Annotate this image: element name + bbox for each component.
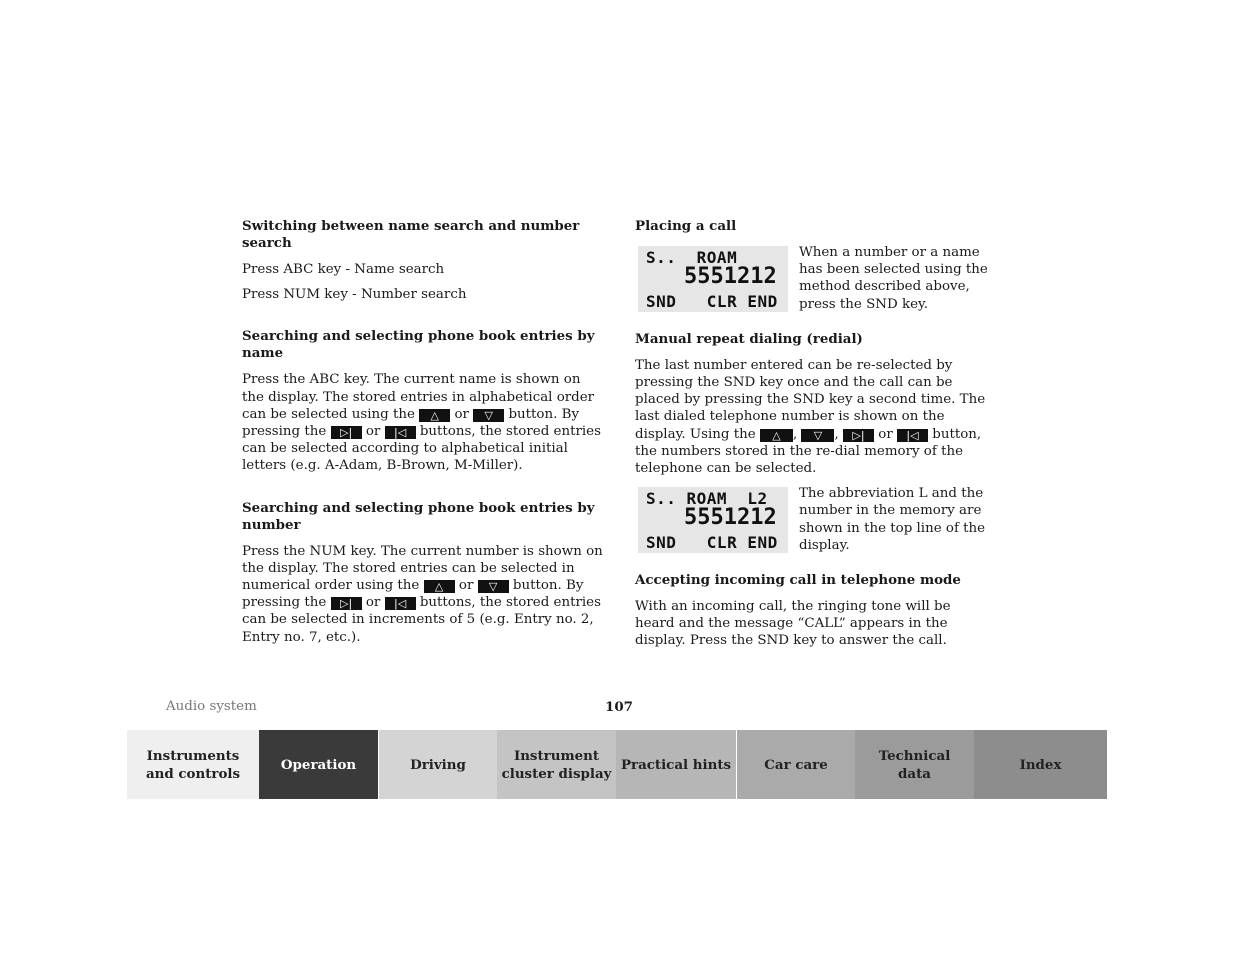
- up-arrow-icon: △: [760, 429, 793, 442]
- section-label: Audio system: [166, 699, 257, 714]
- display-number: 5551212: [684, 264, 777, 289]
- display-line-1: S.. ROAM L2: [646, 489, 768, 509]
- tab-practical-hints[interactable]: Practical hints: [616, 730, 736, 799]
- left-column: [242, 218, 604, 654]
- tab-operation[interactable]: Operation: [259, 730, 378, 799]
- display-line-1: S.. ROAM: [646, 248, 738, 267]
- tab-instrument-cluster-display[interactable]: Instrument cluster display: [497, 730, 616, 799]
- chapter-nav: [127, 730, 1107, 799]
- num-key-instruction: Press NUM key - Number search: [242, 287, 467, 303]
- up-arrow-icon: △: [424, 580, 455, 593]
- skip-forward-icon: ▷|: [331, 597, 362, 610]
- skip-forward-icon: ▷|: [843, 429, 874, 442]
- paragraph-redial: The last number entered can be re-selected by pressing the SND key once and the call can be placed by pressing the SND key a second time. The last dialed telephone number is shown on the display. Using the △ , ▽ , ▷| or |◁ button, the numbers stored in the re-dial memory of the telephone can be selected.: [635, 357, 986, 477]
- tab-instruments-and-controls[interactable]: Instruments and controls: [127, 730, 259, 799]
- skip-back-icon: |◁: [385, 597, 416, 610]
- tab-car-care[interactable]: Car care: [736, 730, 855, 799]
- heading-redial: Manual repeat dialing (redial): [635, 330, 863, 347]
- heading-switch-search: Switching between name search and number search: [242, 218, 580, 251]
- tab-index[interactable]: Index: [974, 730, 1107, 799]
- phone-display-redial: [638, 487, 788, 553]
- redial-side-text: The abbreviation L and the number in the memory are shown in the top line of the display.: [799, 486, 986, 553]
- skip-back-icon: |◁: [897, 429, 928, 442]
- heading-placing-call: Placing a call: [635, 218, 737, 234]
- right-column: [635, 218, 993, 658]
- up-arrow-icon: △: [419, 409, 450, 422]
- placing-call-figure: [635, 244, 993, 313]
- tab-driving[interactable]: Driving: [378, 730, 497, 799]
- skip-forward-icon: ▷|: [331, 426, 362, 439]
- tab-technical-data[interactable]: Technical data: [855, 730, 974, 799]
- down-arrow-icon: ▽: [801, 429, 834, 442]
- redial-figure: [635, 485, 993, 554]
- display-number: 5551212: [684, 505, 777, 531]
- abc-key-instruction: Press ABC key - Name search: [242, 262, 445, 277]
- paragraph-incoming-call: With an incoming call, the ringing tone will be heard and the message “CALL” appears in the display. Press the SND key to answer the call.: [635, 599, 951, 649]
- heading-search-by-number: Searching and selecting phone book entries by number: [242, 499, 595, 533]
- down-arrow-icon: ▽: [473, 409, 504, 422]
- display-line-3: SND CLR END: [646, 292, 778, 311]
- page-number: 107: [605, 699, 633, 715]
- paragraph-search-by-number: Press the NUM key. The current number is shown on the display. The stored entries can be selected in numerical order using the △ or ▽ button. By pressing the ▷| or |◁ buttons, the stored entries can be selected in increments of 5 (e.g. Entry no. 2, Entry no. 7, etc.).: [242, 543, 603, 645]
- phone-display-placing-call: [638, 246, 788, 312]
- down-arrow-icon: ▽: [478, 580, 509, 593]
- placing-call-text: When a number or a name has been selected using the method described above, press the SND key.: [799, 245, 988, 312]
- paragraph-search-by-name: Press the ABC key. The current name is shown on the display. The stored entries in alphabetical order can be selected using the △ or ▽ button. By pressing the ▷| or |◁ buttons, the stored entries can be selected according to alphabetical initial letters (e.g. A-Adam, B-Brown, M-Miller).: [242, 372, 601, 474]
- display-line-3: SND CLR END: [646, 533, 778, 553]
- heading-incoming-call: Accepting incoming call in telephone mode: [635, 572, 961, 589]
- heading-search-by-name: Searching and selecting phone book entries by name: [242, 328, 595, 362]
- skip-back-icon: |◁: [385, 426, 416, 439]
